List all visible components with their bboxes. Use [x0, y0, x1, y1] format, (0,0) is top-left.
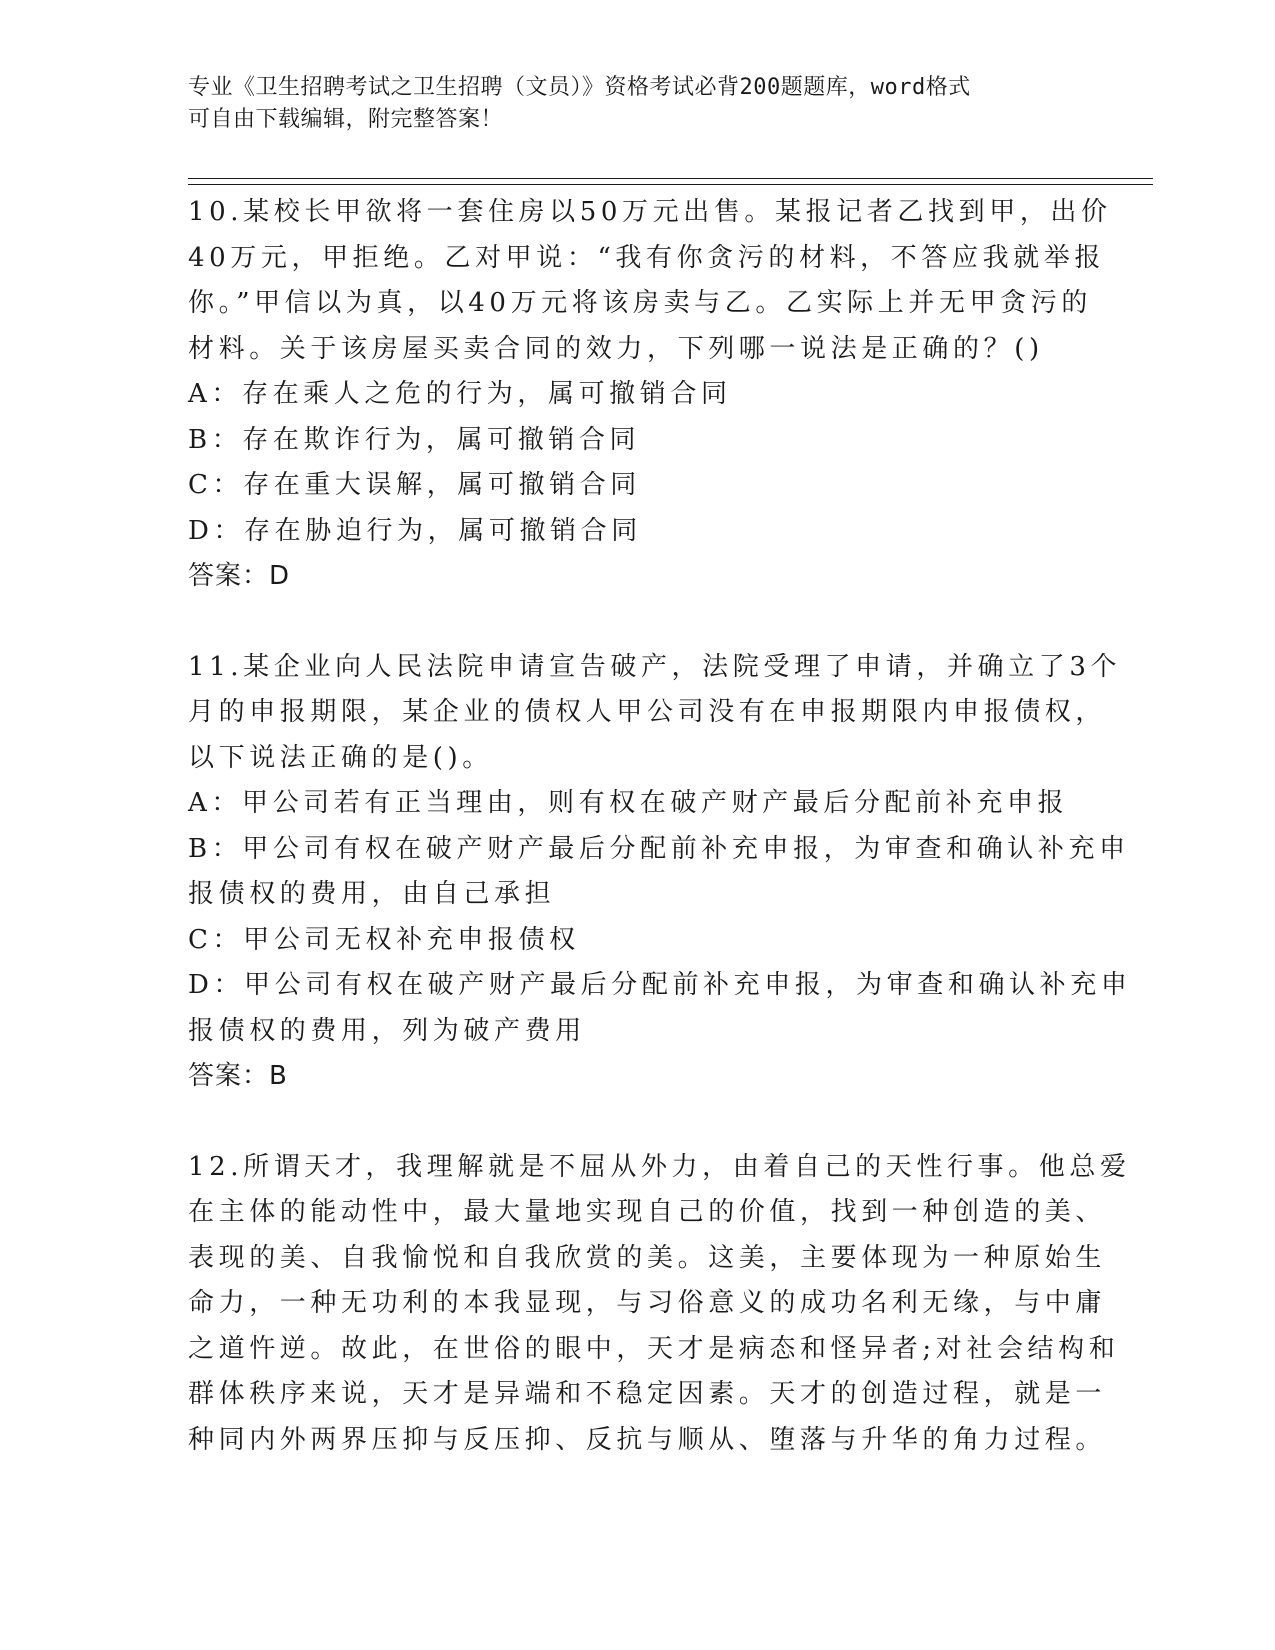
option-b-continued: 报债权的费用，由自己承担 — [188, 879, 556, 909]
question-list — [188, 190, 1132, 1463]
question-text-line: 12.所谓天才，我理解就是不屈从外力，由着自己的天性行事。他总爱 — [188, 1151, 1131, 1182]
header-line: 可自由下载编辑，附完整答案！ — [188, 107, 504, 132]
option-b: B：甲公司有权在破产财产最后分配前补充申报，为审查和确认补充申 — [188, 833, 1130, 864]
answer-label: 答案：B — [188, 1061, 288, 1091]
header-line: 专业《卫生招聘考试之卫生招聘（文员）》资格考试必背200题题库，word格式 — [188, 75, 971, 100]
option-a: A：存在乘人之危的行为，属可撤销合同 — [188, 379, 732, 409]
option-d: D：甲公司有权在破产财产最后分配前补充申报，为审查和确认补充申 — [188, 970, 1132, 1000]
question-text-line: 10.某校长甲欲将一套住房以50万元出售。某报记者乙找到甲，出价 — [188, 197, 1112, 227]
option-b: B：存在欺诈行为，属可撤销合同 — [188, 424, 641, 455]
question-text-line: 你。”甲信以为真，以40万元将该房卖与乙。乙实际上并无甲贪污的 — [188, 288, 1092, 318]
question-text-line: 种同内外两界压抑与反压抑、反抗与顺从、堕落与升华的角力过程。 — [188, 1424, 1107, 1455]
document-header — [188, 72, 1088, 136]
header-divider — [188, 178, 1153, 179]
question-text-line: 40万元，甲拒绝。乙对甲说：“我有你贪污的材料，不答应我就举报 — [188, 242, 1105, 273]
question-text-line: 在主体的能动性中，最大量地实现自己的价值，找到一种创造的美、 — [188, 1197, 1107, 1227]
question-text-line: 表现的美、自我愉悦和自我欣赏的美。这美，主要体现为一种原始生 — [188, 1242, 1107, 1273]
option-c: C：存在重大误解，属可撤销合同 — [188, 470, 641, 500]
question-10 — [188, 190, 1112, 600]
question-text-line: 之道忤逆。故此，在世俗的眼中，天才是病态和怪异者;对社会结构和 — [188, 1333, 1120, 1364]
question-text-line: 以下说法正确的是()。 — [188, 742, 493, 773]
question-text-line: 命力，一种无功利的本我显现，与习俗意义的成功名利无缘，与中庸 — [188, 1288, 1107, 1318]
option-c: C：甲公司无权补充申报债权 — [188, 924, 580, 955]
spacer — [188, 600, 1088, 645]
question-text-line: 材料。关于该房屋买卖合同的效力，下列哪一说法是正确的？() — [188, 333, 1044, 364]
question-11 — [188, 645, 1132, 1100]
spacer — [188, 1100, 1088, 1145]
option-d: D：存在胁迫行为，属可撤销合同 — [188, 515, 642, 546]
question-12 — [188, 1145, 1131, 1464]
option-a: A：甲公司若有正当理由，则有权在破产财产最后分配前补充申报 — [188, 788, 1069, 818]
question-text-line: 群体秩序来说，天才是异端和不稳定因素。天才的创造过程，就是一 — [188, 1379, 1107, 1409]
question-text-line: 11.某企业向人民法院申请宣告破产，法院受理了申请，并确立了3个 — [188, 651, 1122, 682]
header-divider — [188, 184, 1153, 185]
answer-label: 答案：D — [188, 561, 291, 591]
option-d-continued: 报债权的费用，列为破产费用 — [188, 1015, 586, 1046]
question-text-line: 月的申报期限，某企业的债权人甲公司没有在申报期限内申报债权， — [188, 697, 1107, 727]
